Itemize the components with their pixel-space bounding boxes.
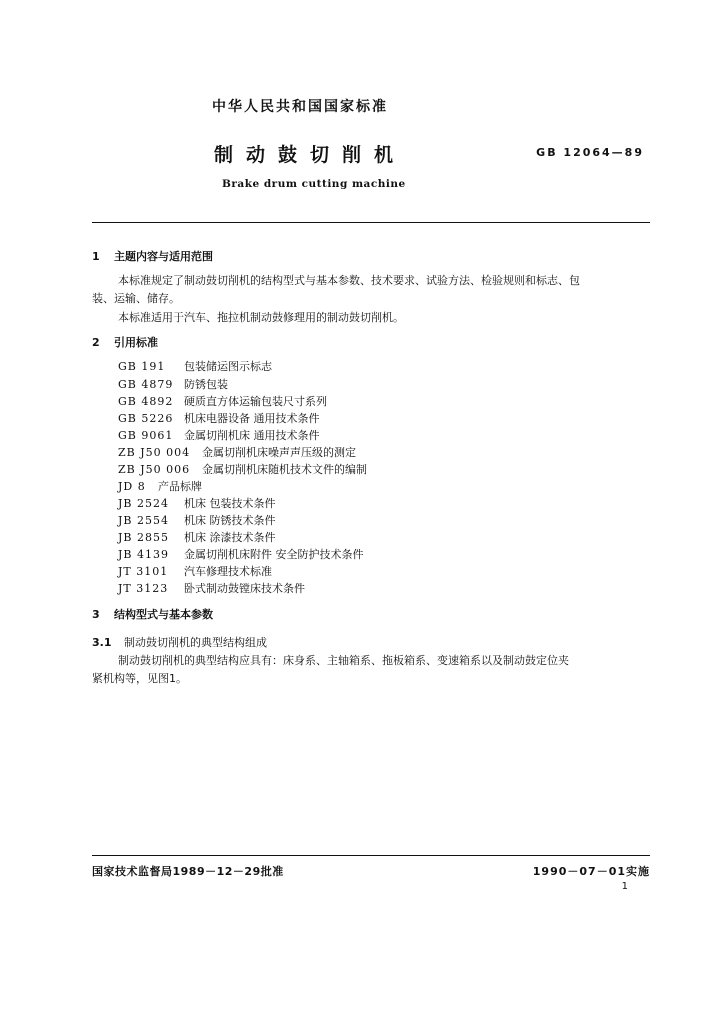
reference-title: 金属切削机床 通用技术条件	[184, 429, 320, 442]
reference-title: 金属切削机床附件 安全防护技术条件	[184, 548, 364, 561]
reference-title: 汽车修理技术标准	[184, 565, 272, 578]
reference-code: JB 4139	[118, 548, 169, 561]
section-1-paragraph-2: 本标准适用于汽车、拖拉机制动鼓修理用的制动鼓切削机。	[118, 311, 404, 324]
reference-code: GB 191	[118, 360, 166, 373]
reference-title: 防锈包装	[184, 378, 228, 391]
section-number: 2	[92, 336, 100, 349]
reference-title: 机床 包装技术条件	[184, 497, 276, 510]
section-1-paragraph-line-2: 装、运输、储存。	[92, 292, 180, 305]
reference-code: GB 4879	[118, 378, 174, 391]
section-title: 主题内容与适用范围	[114, 250, 213, 263]
reference-item	[118, 444, 356, 460]
issuing-organization: 中华人民共和国国家标准	[212, 99, 388, 115]
section-title: 结构型式与基本参数	[114, 608, 213, 621]
document-title: 制动鼓切削机	[214, 144, 407, 166]
reference-title: 机床 涂漆技术条件	[184, 531, 276, 544]
section-1-paragraph-line-1: 本标准规定了制动鼓切削机的结构型式与基本参数、技术要求、试验方法、检验规则和标志、包	[118, 274, 580, 287]
header-divider	[92, 222, 650, 223]
reference-title: 金属切削机床噪声声压级的测定	[202, 446, 356, 459]
reference-code: JB 2554	[118, 514, 169, 527]
reference-code: ZB J50 004	[118, 446, 191, 459]
reference-item	[118, 478, 202, 494]
reference-item	[118, 512, 276, 528]
reference-title: 机床 防锈技术条件	[184, 514, 276, 527]
standard-number: GB 12064—89	[536, 146, 644, 159]
reference-code: GB 5226	[118, 412, 174, 425]
english-title: Brake drum cutting machine	[222, 178, 406, 190]
reference-code: JT 3101	[118, 565, 169, 578]
reference-title: 包装储运图示标志	[184, 360, 272, 373]
reference-code: JB 2524	[118, 497, 169, 510]
reference-item	[118, 393, 327, 409]
subsection-3-1-heading	[92, 634, 267, 650]
reference-item	[118, 529, 276, 545]
reference-item	[118, 358, 272, 374]
reference-item	[118, 546, 364, 562]
section-number: 3	[92, 608, 100, 621]
reference-item	[118, 427, 320, 443]
reference-code: JB 2855	[118, 531, 169, 544]
reference-item	[118, 376, 228, 392]
reference-title: 机床电器设备 通用技术条件	[184, 412, 320, 425]
reference-code: JD 8	[118, 480, 146, 493]
effective-date: 1990－07－01实施	[532, 865, 650, 878]
reference-code: ZB J50 006	[118, 463, 191, 476]
reference-item	[118, 495, 276, 511]
reference-code: JT 3123	[118, 582, 169, 595]
section-2-heading	[92, 334, 158, 350]
approval-date: 国家技术监督局1989－12－29批准	[92, 865, 284, 878]
reference-code: GB 4892	[118, 395, 174, 408]
section-3-heading	[92, 606, 213, 622]
section-number: 1	[92, 250, 100, 263]
subsection-number: 3.1	[92, 636, 112, 649]
reference-title: 卧式制动鼓镗床技术条件	[184, 582, 305, 595]
subsection-title: 制动鼓切削机的典型结构组成	[124, 636, 267, 649]
reference-item	[118, 410, 320, 426]
section-1-heading	[92, 248, 213, 264]
page-number: 1	[621, 881, 628, 892]
section-3-paragraph-line-2: 紧机构等，见图1。	[92, 672, 187, 685]
reference-item	[118, 563, 272, 579]
reference-item	[118, 461, 367, 477]
reference-title: 金属切削机床随机技术文件的编制	[202, 463, 367, 476]
section-3-paragraph-line-1: 制动鼓切削机的典型结构应具有：床身系、主轴箱系、拖板箱系、变速箱系以及制动鼓定位夹	[118, 654, 569, 667]
section-title: 引用标准	[114, 336, 158, 349]
reference-code: GB 9061	[118, 429, 174, 442]
reference-item	[118, 580, 305, 596]
reference-title: 产品标牌	[158, 480, 202, 493]
footer-divider	[92, 855, 650, 856]
reference-title: 硬质直方体运输包装尺寸系列	[184, 395, 327, 408]
